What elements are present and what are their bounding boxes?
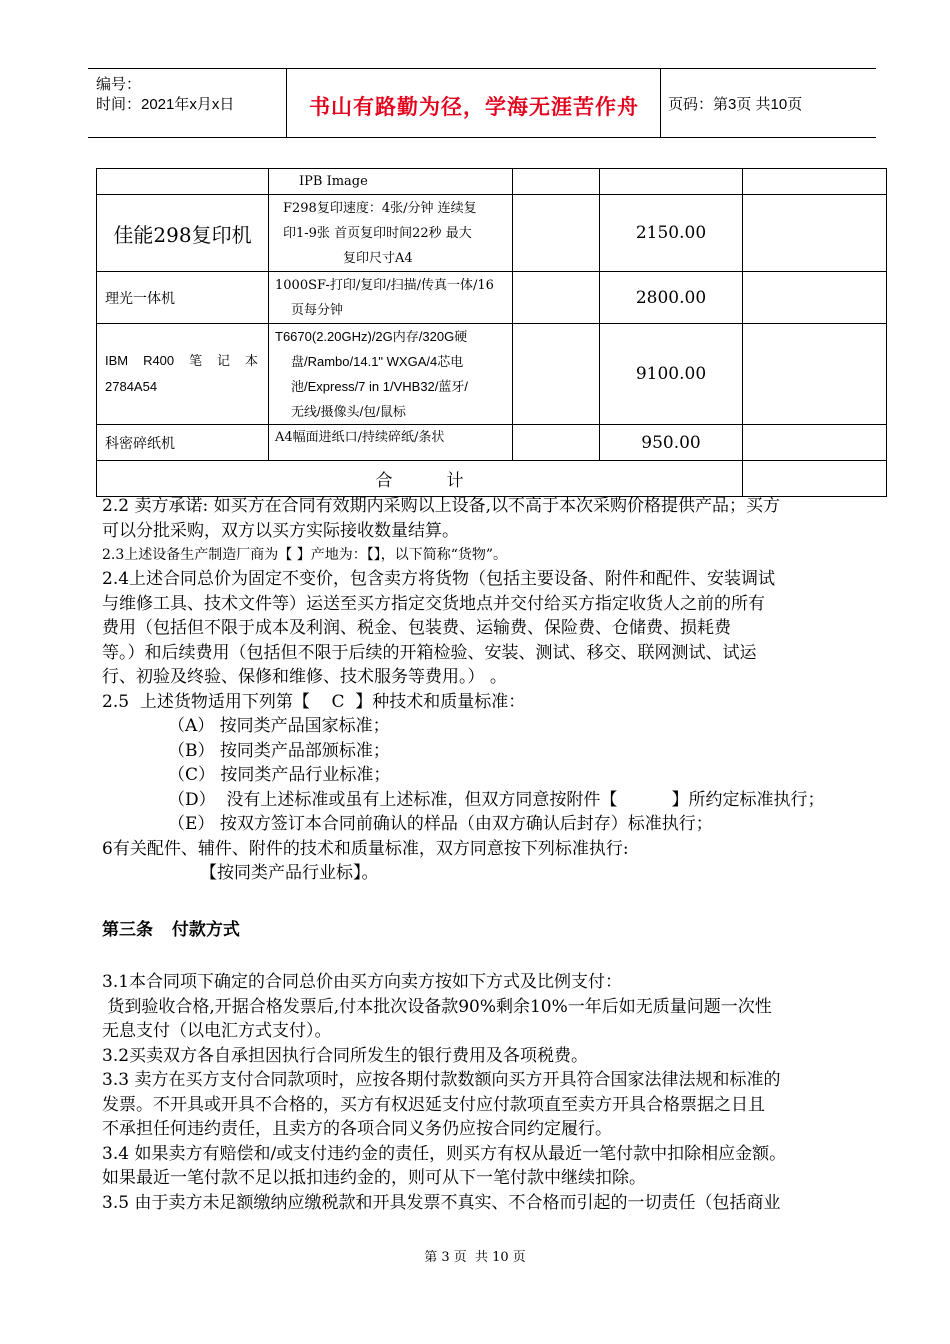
item-name-cell: 理光一体机 [97,272,269,324]
item-spec-cell [269,425,513,461]
clause-2-2: 2.2 卖方承诺: 如买方在合同有效期内采购以上设备,以不高于本次采购价格提供产品；买方 [102,496,780,516]
blank-cell [743,425,887,461]
total-value [743,461,887,497]
standard-option: （C） 按同类产品行业标准； [168,765,391,785]
spec-line: 1000SF-打印/复印/扫描/传真一体/16 [275,277,494,293]
item-name-line [105,348,268,374]
spec-line: 盘/Rambo/14.1" WXGA/4芯电 [291,354,464,369]
page-footer: 第 3 页 共 10 页 [424,1250,526,1265]
price-cell: 9100.00 [600,324,743,425]
item-spec-cell [269,324,513,425]
clause-2-4-line: 2.4上述合同总价为固定不变价，包含卖方将货物（包括主要设备、附件和配件、安装调试 [102,569,776,589]
price-cell: 2150.00 [600,195,743,272]
standard-option: （E） 按双方签订本合同前确认的样品（由双方确认后封存）标准执行； [168,814,713,834]
header-meta [96,75,234,115]
blank-cell [513,324,600,425]
item-name-line: 2784A54 [105,379,158,394]
item-name-cell [97,324,269,425]
name-part: 记 [217,353,231,368]
contract-body [102,494,864,886]
table-row [97,195,887,272]
blank-cell [743,272,887,324]
table-row [97,425,887,461]
price-cell: 950.00 [600,425,743,461]
clause-2-3: 2.3上述设备生产制造厂商为【 】产地为：【】，以下简称“货物”。 [102,547,508,563]
equipment-table [96,168,887,497]
clause-2-4-line: 费用（包括但不限于成本及利润、税金、包装费、运输费、保险费、仓储费、损耗费 [102,618,731,638]
blank-cell [743,169,887,195]
item-spec-cell [269,169,513,195]
spec-line: 页每分钟 [291,302,344,318]
item-spec-cell [269,272,513,324]
price-cell [600,169,743,195]
blank-cell [513,195,600,272]
clause-3-2: 3.2买卖双方各自承担因执行合同所发生的银行费用及各项税费。 [102,1045,589,1066]
item-name-cell [97,169,269,195]
name-part: 笔 [189,353,203,368]
table-row [97,169,887,195]
table-row [97,272,887,324]
item-name-cell: 科密碎纸机 [97,425,269,461]
clause-3-1-cont: 无息支付（以电汇方式支付）。 [102,1021,332,1041]
blank-cell [743,195,887,272]
blank-cell [513,425,600,461]
header-divider [286,69,287,137]
standard-option: （B） 按同类产品部颁标准； [168,740,390,761]
standard-option: （D） 没有上述标准或虽有上述标准，但双方同意按附件【 】所约定标准执行； [168,789,825,810]
header-motto: 书山有路勤为径，学海无涯苦作舟 [309,96,639,119]
clause-2-4-line: 行、初验及终验、保修和维修、技术服务等费用。） 。 [102,667,507,687]
spec-line: 印1-9张 首页复印时间22秒 最大 [283,225,472,241]
clause-6: 6有关配件、辅件、附件的技术和质量标准，双方同意按下列标准执行: [102,838,629,859]
total-label: 合 计 [97,461,743,497]
clause-3-5: 3.5 由于卖方未足额缴纳应缴税款和开具发票不真实、不合格而引起的一切责任（包括商业 [102,1192,781,1213]
section-3-title: 第三条 付款方式 [102,920,240,939]
spec-line: IPB Image [299,174,368,189]
spec-line: 复印尺寸A4 [343,250,413,266]
header-divider [660,69,661,137]
table-row [97,324,887,425]
clause-2-5: 2.5 上述货物适用下列第【 C 】种技术和质量标准： [102,691,526,712]
section-3-body [102,970,864,1215]
clause-6-standard: 【按同类产品行业标】。 [200,863,379,883]
price-cell: 2800.00 [600,272,743,324]
spec-line: 池/Express/7 in 1/VHB32/蓝牙/ [291,379,469,394]
clause-3-3-line: 发票。不开具或开具不合格的，买方有权迟延支付应付款项直至卖方开具合格票据之日且 [102,1094,765,1115]
clause-3-4-line: 3.4 如果卖方有赔偿和/或支付违约金的责任，则买方有权从最近一笔付款中扣除相应金额。 [102,1143,787,1164]
clause-3-1-cont: 货到验收合格,开据合格发票后,付本批次设备款90%剩余10%一年后如无质量问题一次性 [102,996,772,1017]
clause-3-3-line: 3.3 卖方在买方支付合同款项时，应按各期付款数额向买方开具符合国家法律法规和标准的 [102,1070,781,1090]
name-part: IBM [105,353,129,368]
page-header [88,68,876,138]
blank-cell [513,272,600,324]
spec-line: F298复印速度：4张/分钟 连续复 [283,200,477,216]
clause-2-2-cont: 可以分批采购，双方以买方实际接收数量结算。 [102,520,459,541]
doc-number-label: 编号： [96,76,142,93]
clause-2-4-line: 与维修工具、技术文件等）运送至买方指定交货地点并交付给买方指定收货人之前的所有 [102,593,765,614]
spec-line: T6670(2.20GHz)/2G内存/320G硬 [275,329,468,344]
blank-cell [513,169,600,195]
spec-line: 无线/摄像头/包/鼠标 [291,404,406,419]
standard-option: （A） 按同类产品国家标准； [168,716,390,736]
header-page-number: 页码：第3页 共10页 [668,96,803,113]
spec-line: A4幅面进纸口/持续碎纸/条状 [275,430,445,445]
clause-3-1: 3.1本合同项下确定的合同总价由买方向卖方按如下方式及比例支付： [102,972,623,992]
clause-3-3-line: 不承担任何违约责任，且卖方的各项合同义务仍应按合同约定履行。 [102,1119,612,1139]
clause-2-4-line: 等。）和后续费用（包括但不限于后续的开箱检验、安装、测试、移交、联网测试、试运 [102,642,757,663]
section-3 [102,918,864,943]
item-spec-cell [269,195,513,272]
clause-3-4-line: 如果最近一笔付款不足以抵扣违约金的，则可从下一笔付款中继续扣除。 [102,1168,646,1188]
blank-cell [743,324,887,425]
doc-time-label: 时间：2021年x月x日 [96,96,235,113]
name-part: 本 [244,353,258,368]
name-part: R400 [143,353,175,368]
table-total-row [97,461,887,497]
item-name-cell: 佳能298复印机 [97,195,269,272]
